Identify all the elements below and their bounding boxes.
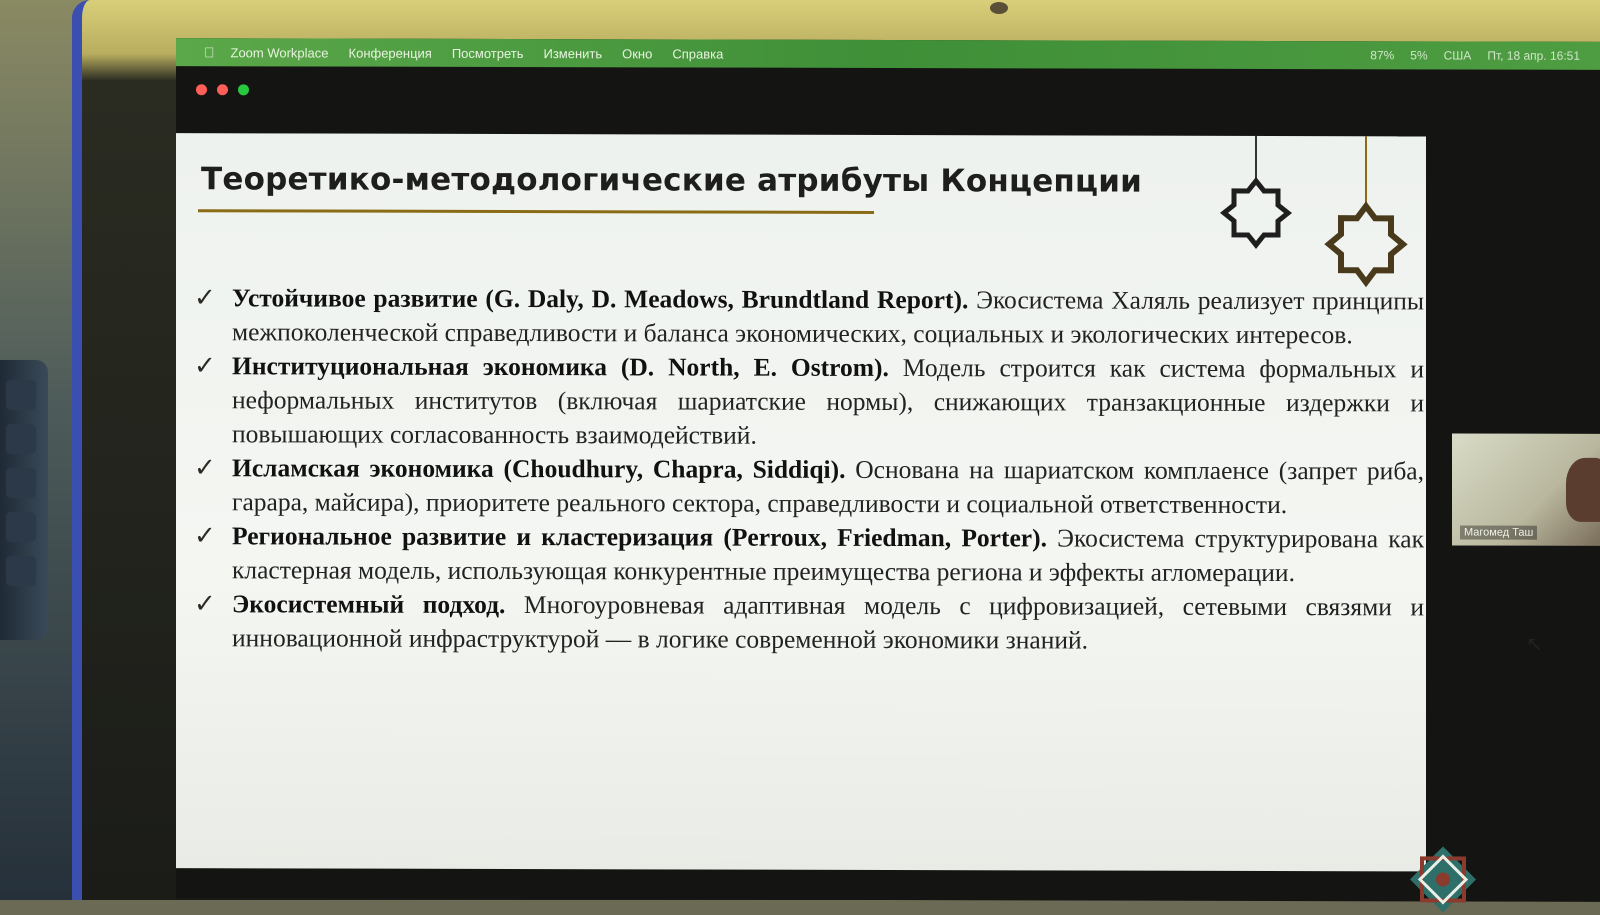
slide-title: Теоретико-методологические атрибуты Концепции [201, 161, 1143, 200]
keyboard-key [6, 424, 36, 454]
battery-percent-text: 87% [1370, 48, 1395, 63]
checkmark-icon: ✓ [194, 589, 216, 619]
keyboard-key [6, 380, 36, 410]
bullet-heading: Экосистемный подход. [232, 589, 506, 619]
menu-view[interactable]: Посмотреть [441, 45, 513, 61]
bullet-list [194, 281, 1424, 658]
macos-menubar [176, 38, 1600, 70]
bullet-text: Многоуровневая адаптивная модель с цифровизацией, сетевыми связями и инновационной инфраструктурой — в логике современной экономики знаний. [232, 589, 1424, 655]
participant-name: Магомед Таш [1460, 525, 1537, 539]
bullet-heading: Устойчивое развитие (G. Daly, D. Meadows, Brundtland Report). [232, 283, 969, 315]
input-source[interactable]: США [1443, 48, 1472, 63]
presentation-slide [176, 133, 1426, 871]
islamic-pattern-logo-icon [1408, 844, 1478, 914]
hanging-star-ornament-icon [1321, 136, 1411, 296]
laptop-screen [176, 38, 1600, 902]
keyboard-key [6, 556, 36, 586]
menu-help[interactable]: Справка [661, 45, 713, 62]
bullet-item [194, 519, 1424, 590]
participant-video-tile[interactable] [1452, 433, 1600, 545]
bullet-item [194, 587, 1424, 658]
keyboard-edge [0, 360, 48, 640]
checkmark-icon: ✓ [194, 453, 216, 483]
bullet-text: Основана на шариатском комплаенсе (запрет риба, гарара, майсира), приоритете реального сектора, справедливости и социальной ответственности. [232, 454, 1424, 520]
menu-conference[interactable]: Конференция [338, 45, 422, 61]
menu-window[interactable]: Окно [611, 45, 642, 61]
bullet-heading: Исламская экономика (Choudhury, Chapra, Siddiqi). [232, 453, 846, 484]
menubar-tray [1370, 48, 1600, 63]
bullet-item [194, 281, 1424, 352]
hanging-star-ornament-icon [1216, 136, 1296, 256]
keyboard-key [6, 468, 36, 498]
close-window-button[interactable] [196, 84, 207, 95]
bullet-text: Экосистема структурирована как кластерная модель, использующая конкурентные преимущества региона и эффекты агломерации. [232, 523, 1424, 588]
battery-icon-text[interactable]: 5% [1410, 48, 1428, 63]
window-controls [196, 84, 249, 95]
checkmark-icon: ✓ [194, 521, 216, 551]
bullet-item [194, 349, 1424, 454]
mouse-cursor-icon: ↖ [1526, 633, 1543, 656]
clock[interactable]: Пт, 18 апр. 16:51 [1487, 48, 1580, 63]
title-underline [198, 209, 874, 214]
bullet-text: Экосистема Халяль реализует принципы межпоколенческой справедливости и баланса экономических, социальных и экологических интересов. [232, 285, 1425, 350]
checkmark-icon: ✓ [194, 283, 216, 313]
zoom-window-button[interactable] [238, 84, 249, 95]
webcam [990, 2, 1008, 14]
minimize-window-button[interactable] [217, 84, 228, 95]
apple-logo-icon[interactable] [204, 44, 215, 60]
bullet-heading: Региональное развитие и кластеризация (Perroux, Friedman, Porter). [232, 521, 1047, 553]
keyboard-key [6, 512, 36, 542]
menu-zoom-workplace[interactable]: Zoom Workplace [220, 44, 319, 61]
bullet-text: Модель строится как система формальных и неформальных институтов (включая шариатские нормы), снижающих транзакционные издержки и повышающих согласованность взаимодействий. [232, 353, 1425, 450]
bullet-heading: Институциональная экономика (D. North, E. Ostrom). [232, 351, 889, 383]
bullet-item [194, 451, 1424, 522]
menu-edit[interactable]: Изменить [532, 45, 592, 61]
participant-video [1566, 458, 1600, 522]
checkmark-icon: ✓ [194, 351, 216, 381]
